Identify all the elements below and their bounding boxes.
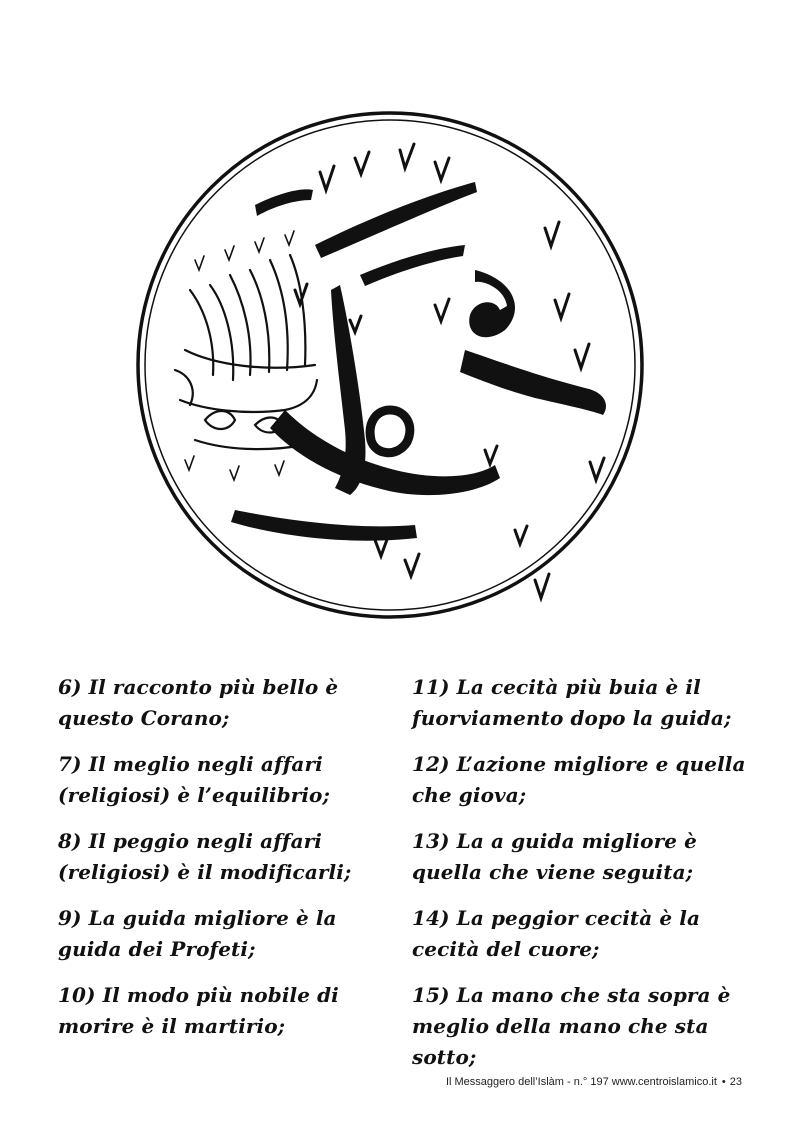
saying-item-9: 9) La guida migliore è la guida dei Profeti; <box>58 906 337 961</box>
saying-item-14: 14) La peggior cecità è la cecità del cuore; <box>412 906 701 961</box>
calligraphy-medallion <box>135 110 645 620</box>
saying-item-10: 10) Il modo più nobile di morire è il martirio; <box>58 983 339 1038</box>
right-column <box>412 672 752 1088</box>
saying-item-15: 15) La mano che sta sopra è meglio della mano che sta sotto; <box>412 983 731 1069</box>
muhammad-calligraphy-icon <box>135 110 645 620</box>
footer-bullet: • <box>721 1076 726 1088</box>
page-footer <box>446 1076 742 1088</box>
page-number: 23 <box>729 1076 742 1088</box>
saying-item-11: 11) La cecità più buia è il fuorviamento dopo la guida; <box>412 675 732 730</box>
publication-name: Il Messaggero dell’Islàm - n.° 197 <box>445 1076 609 1088</box>
website-link[interactable]: www.centroislamico.it <box>611 1076 717 1088</box>
saying-item-12: 12) L’azione migliore e quella che giova; <box>412 752 746 807</box>
saying-item-7: 7) Il meglio negli affari (religiosi) è l’equilibrio; <box>58 752 330 807</box>
saying-item-6: 6) Il racconto più bello è questo Corano; <box>58 675 339 730</box>
saying-item-13: 13) La a guida migliore è quella che viene seguita; <box>412 829 697 884</box>
left-column <box>58 672 398 1057</box>
saying-item-8: 8) Il peggio negli affari (religiosi) è il modificarli; <box>58 829 352 884</box>
